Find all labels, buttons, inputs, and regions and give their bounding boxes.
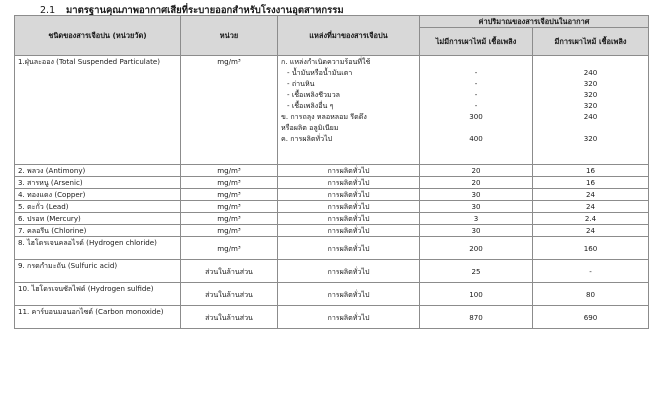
burn-cell: 160 (533, 237, 649, 260)
no-burn-cell: 20 (420, 177, 533, 189)
no-burn-cell: 30 (420, 225, 533, 237)
source-line: - เชื้อเพลิงชีวมวล (287, 90, 341, 99)
header-source: แหล่งที่มาของสารเจือปน (278, 16, 420, 56)
burn-cell: 16 (533, 165, 649, 177)
value-line: 240 (583, 68, 598, 77)
table-row (15, 225, 649, 237)
source-cell (278, 56, 420, 165)
source-line: ก. แหล่งกำเนิดความร้อนที่ใช้ (281, 57, 371, 66)
header-unit: หน่วย (181, 16, 278, 56)
header-burn: มีการเผาไหม้ เชื้อเพลิง (533, 28, 649, 56)
source-cell: การผลิตทั่วไป (278, 177, 420, 189)
source-line: - น้ำมันหรือน้ำมันเตา (287, 68, 353, 77)
source-cell: การผลิตทั่วไป (278, 283, 420, 306)
source-cell: การผลิตทั่วไป (278, 165, 420, 177)
burn-cell: 16 (533, 177, 649, 189)
burn-cell: 2.4 (533, 213, 649, 225)
burn-cell: 24 (533, 225, 649, 237)
unit-cell: mg/m³ (181, 225, 278, 237)
burn-cell (533, 56, 649, 165)
source-cell: การผลิตทั่วไป (278, 237, 420, 260)
value-line (423, 122, 529, 133)
no-burn-cell: 3 (420, 213, 533, 225)
value-line (536, 122, 645, 133)
source-line: - ถ่านหิน (287, 79, 315, 88)
air-quality-standard-table (14, 15, 649, 329)
table-row (15, 56, 649, 165)
no-burn-cell: 25 (420, 260, 533, 283)
value-line: 320 (583, 101, 598, 110)
value-line: 240 (583, 112, 598, 121)
value-line (423, 56, 529, 67)
source-cell: การผลิตทั่วไป (278, 306, 420, 329)
no-burn-cell: 870 (420, 306, 533, 329)
value-line: 320 (583, 90, 598, 99)
value-line: - (474, 101, 478, 110)
pollutant-cell: 4. ทองแดง (Copper) (15, 189, 181, 201)
pollutant-cell: 8. ไฮโดรเจนคลอไรด์ (Hydrogen chloride) (15, 237, 181, 260)
header-no-burn: ไม่มีการเผาไหม้ เชื้อเพลิง (420, 28, 533, 56)
section-number: 2.1 (40, 5, 56, 16)
value-line: - (474, 68, 478, 77)
source-cell: การผลิตทั่วไป (278, 225, 420, 237)
unit-cell: ส่วนในล้านส่วน (181, 283, 278, 306)
unit-cell: mg/m³ (181, 213, 278, 225)
source-cell: การผลิตทั่วไป (278, 189, 420, 201)
table-row (15, 213, 649, 225)
burn-cell: 690 (533, 306, 649, 329)
table-row (15, 201, 649, 213)
value-line: 300 (469, 112, 483, 121)
no-burn-cell: 30 (420, 201, 533, 213)
source-cell: การผลิตทั่วไป (278, 201, 420, 213)
unit-cell: mg/m³ (181, 177, 278, 189)
burn-cell: - (533, 260, 649, 283)
value-line: - (474, 79, 478, 88)
header-value-group: ค่าปริมาณของสารเจือปนในอากาศ (420, 16, 649, 28)
unit-cell: mg/m³ (181, 165, 278, 177)
unit-cell: mg/m³ (181, 237, 278, 260)
value-line: - (474, 90, 478, 99)
value-line (536, 56, 645, 67)
table-row (15, 165, 649, 177)
source-cell: การผลิตทั่วไป (278, 260, 420, 283)
source-line: - เชื้อเพลิงอื่น ๆ (287, 101, 334, 110)
value-line: 320 (583, 79, 598, 88)
source-line: ค. การผลิตทั่วไป (281, 134, 333, 143)
table-row (15, 306, 649, 329)
table-row (15, 283, 649, 306)
no-burn-cell: 20 (420, 165, 533, 177)
unit-cell: ส่วนในล้านส่วน (181, 306, 278, 329)
table-row (15, 177, 649, 189)
table-row (15, 189, 649, 201)
no-burn-cell: 200 (420, 237, 533, 260)
unit-cell: mg/m³ (181, 201, 278, 213)
section-title: มาตรฐานคุณภาพอากาศเสียที่ระบายออกสำหรับโรงงานอุตสาหกรรม (66, 5, 344, 16)
unit-cell: mg/m³ (181, 56, 278, 165)
pollutant-cell: 3. สารหนู (Arsenic) (15, 177, 181, 189)
table-row (15, 260, 649, 283)
no-burn-cell: 100 (420, 283, 533, 306)
source-line: ข. การถลุง หลอหลอม รีดดึง (281, 112, 367, 121)
source-line: หรือผลิต อลูมิเนียม (281, 123, 339, 132)
pollutant-cell: 11. คาร์บอนมอนอกไซด์ (Carbon monoxide) (15, 306, 181, 329)
unit-cell: ส่วนในล้านส่วน (181, 260, 278, 283)
pollutant-cell: 2. พลวง (Antimony) (15, 165, 181, 177)
no-burn-cell (420, 56, 533, 165)
table-row (15, 237, 649, 260)
pollutant-cell: 5. ตะกั่ว (Lead) (15, 201, 181, 213)
pollutant-cell: 7. คลอรีน (Chlorine) (15, 225, 181, 237)
pollutant-cell: 9. กรดกำมะถัน (Sulfuric acid) (15, 260, 181, 283)
value-line: 320 (583, 134, 598, 143)
burn-cell: 24 (533, 201, 649, 213)
value-line: 400 (469, 134, 483, 143)
burn-cell: 80 (533, 283, 649, 306)
unit-cell: mg/m³ (181, 189, 278, 201)
source-cell: การผลิตทั่วไป (278, 213, 420, 225)
pollutant-cell: 1.ฝุ่นละออง (Total Suspended Particulate) (15, 56, 181, 165)
header-pollutant: ชนิดของสารเจือปน (หน่วยวัด) (15, 16, 181, 56)
no-burn-cell: 30 (420, 189, 533, 201)
burn-cell: 24 (533, 189, 649, 201)
header-row (15, 16, 649, 28)
pollutant-cell: 6. ปรอท (Mercury) (15, 213, 181, 225)
pollutant-cell: 10. ไฮโดรเจนซัลไฟด์ (Hydrogen sulfide) (15, 283, 181, 306)
